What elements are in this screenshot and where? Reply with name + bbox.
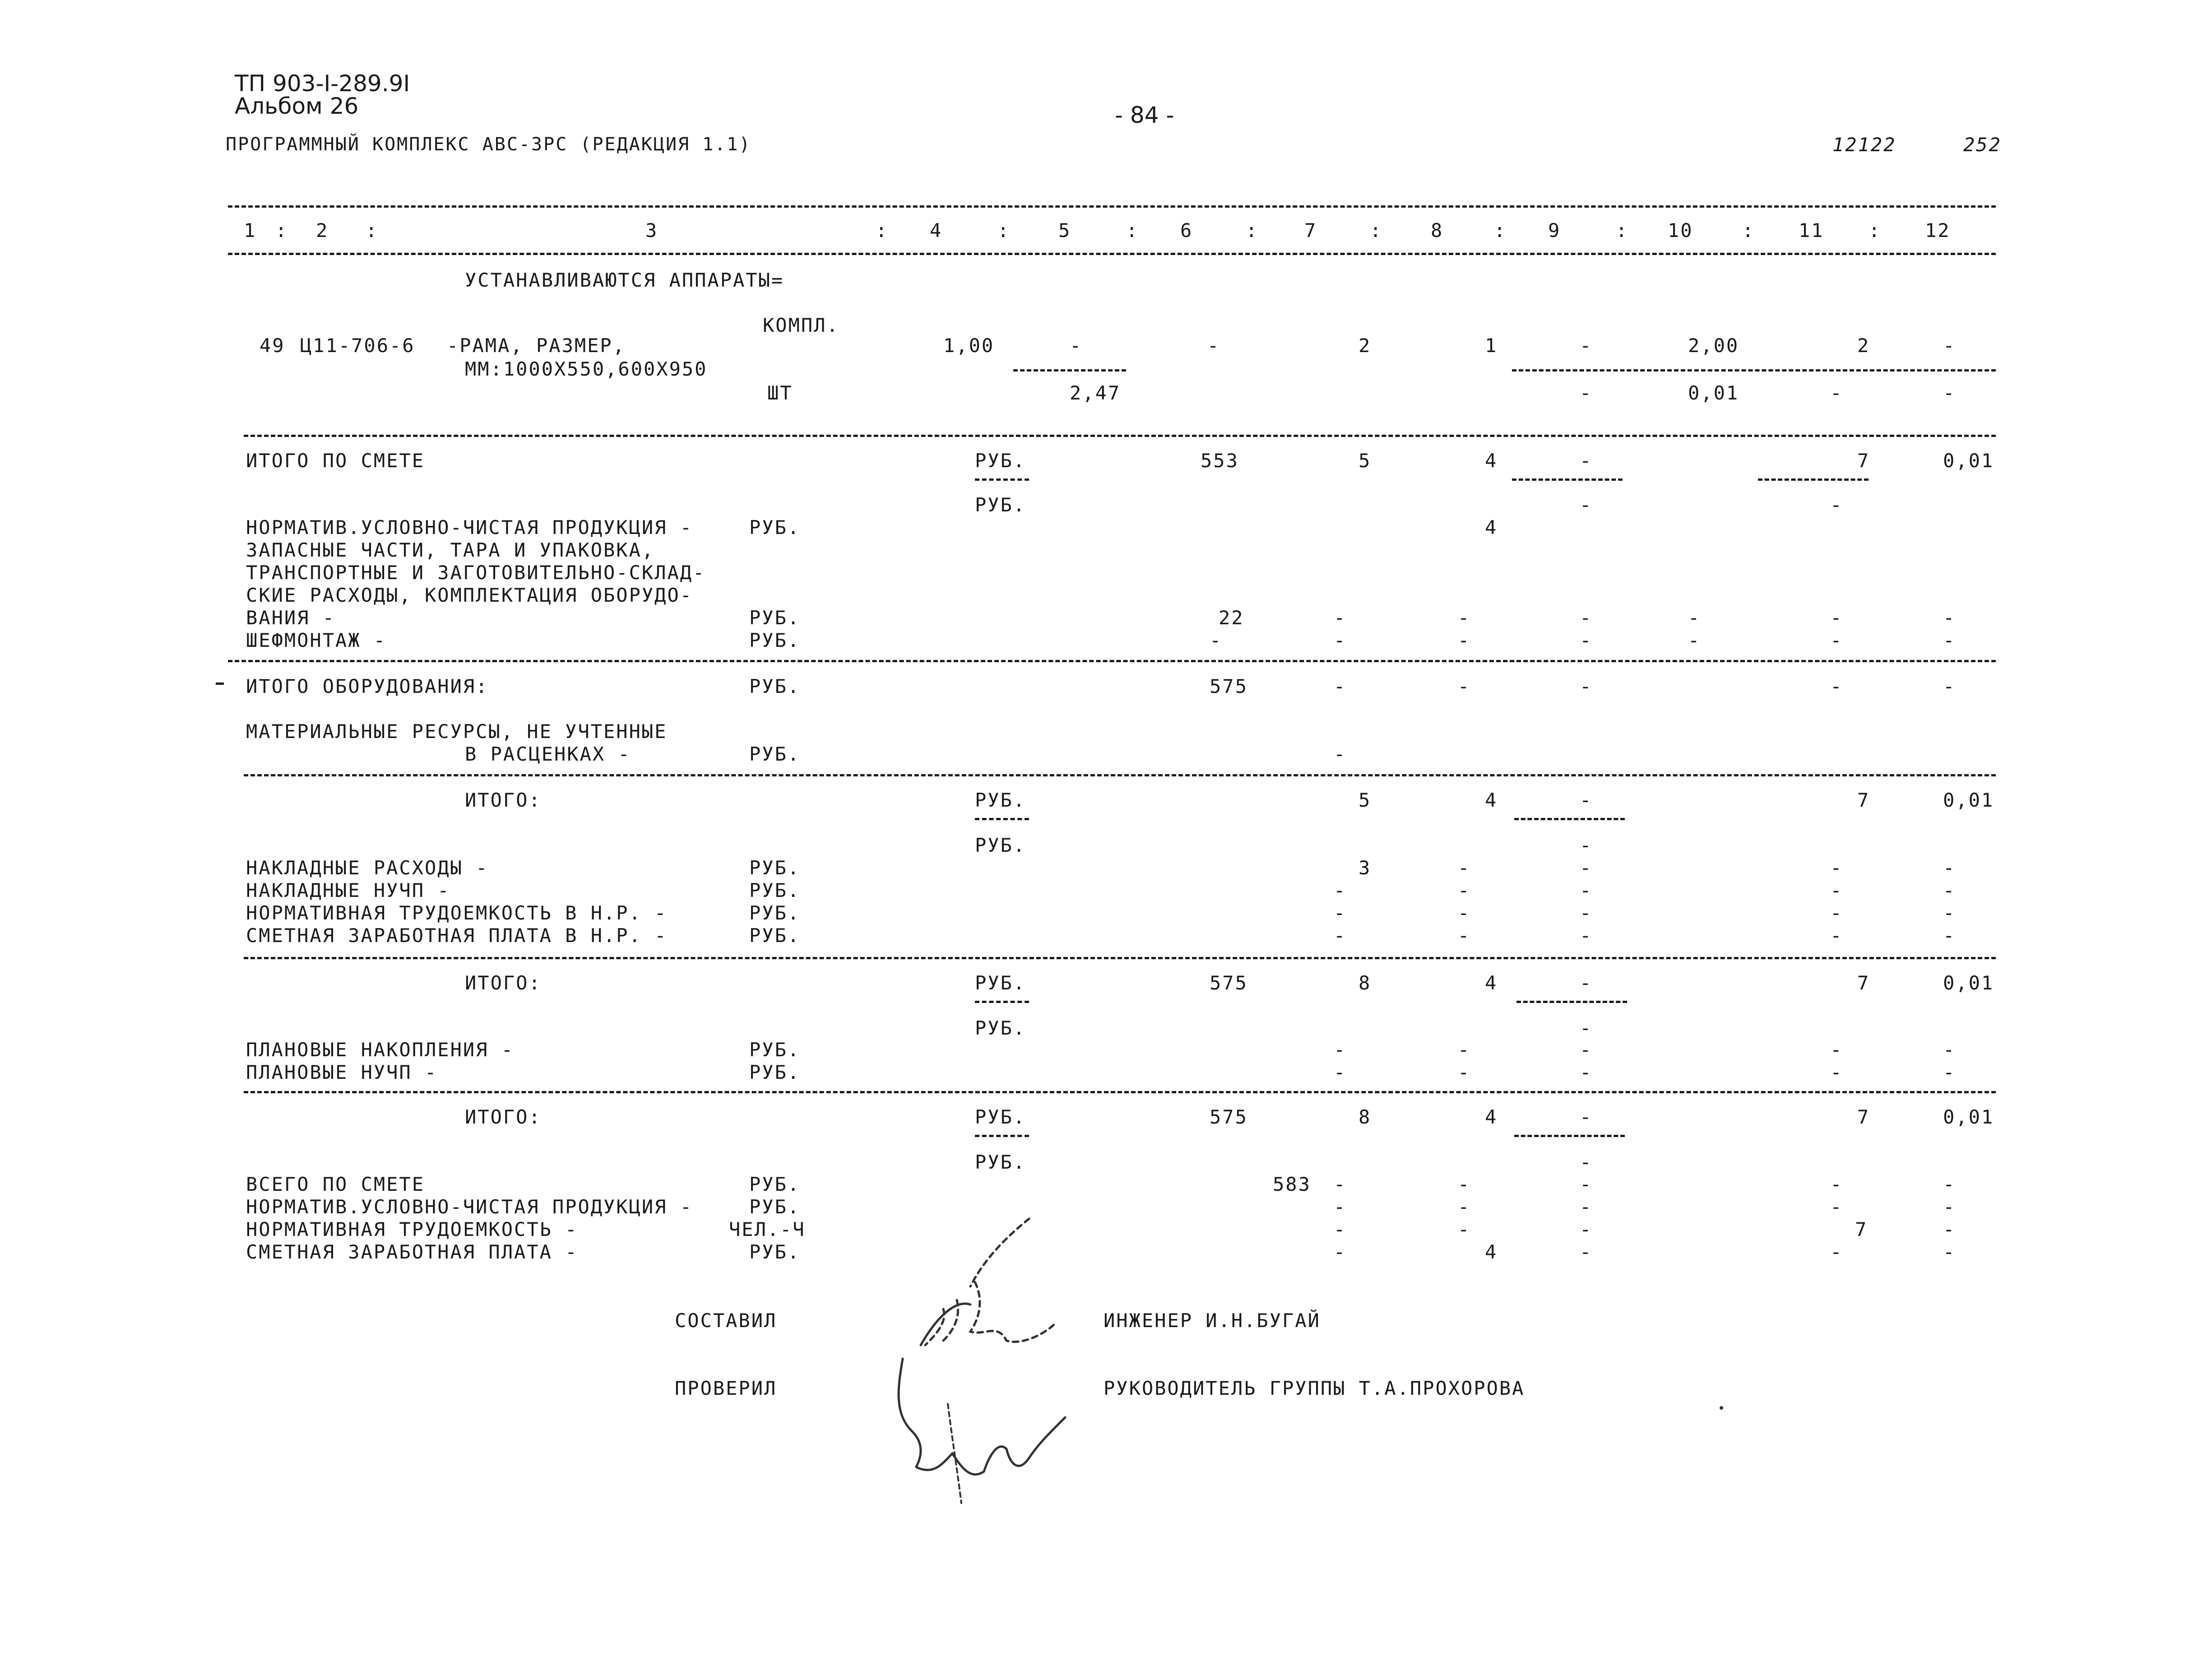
total3-unit-2: РУБ.	[975, 1151, 1026, 1173]
item-underline-5	[1013, 369, 1126, 371]
overhead-row-c9: -	[1580, 857, 1593, 879]
grand-row-label: ВСЕГО ПО СМЕТЕ	[246, 1173, 425, 1195]
rule-total-1	[244, 774, 1996, 776]
total2-unit-2: РУБ.	[975, 1017, 1026, 1039]
shefmontazh-unit: РУБ.	[749, 629, 801, 651]
total-estimate-col9-underline	[1512, 478, 1623, 481]
rule-equipment	[228, 660, 1996, 662]
overhead-row-unit: РУБ.	[749, 902, 801, 924]
total2-col8: 4	[1485, 972, 1498, 994]
overhead-row-c11: -	[1830, 902, 1843, 924]
planned-row-c12: -	[1943, 1061, 1956, 1083]
overhead-row-c12: -	[1943, 924, 1956, 947]
total1-col9: -	[1580, 789, 1593, 811]
overhead-row-c11: -	[1830, 857, 1843, 879]
column-separator: :	[1246, 219, 1259, 241]
total2-label: ИТОГО:	[465, 972, 542, 994]
grand-row-c6: 583	[1273, 1173, 1311, 1195]
rule-under-header	[228, 253, 1996, 255]
column-header-7: 7	[1304, 219, 1317, 241]
total3-col9: -	[1580, 1106, 1593, 1128]
shefmontazh-col11: -	[1830, 629, 1843, 651]
total-equipment-col11: -	[1830, 675, 1843, 697]
grand-row-unit: РУБ.	[749, 1196, 801, 1218]
item-unit-2: ШТ	[767, 382, 793, 404]
item-col12: -	[1943, 334, 1956, 357]
program-title: ПРОГРАММНЫЙ КОМПЛЕКС АВС-3РС (РЕДАКЦИЯ 1.1)	[226, 134, 751, 155]
grand-row-label: НОРМАТИВНАЯ ТРУДОЕМКОСТЬ -	[246, 1218, 578, 1240]
overhead-row-label: НОРМАТИВНАЯ ТРУДОЕМКОСТЬ В Н.Р. -	[246, 902, 668, 924]
spare-parts-col7: -	[1334, 607, 1347, 629]
overhead-row-c8: -	[1458, 857, 1471, 879]
spare-parts-col10: -	[1688, 607, 1701, 629]
overhead-row-label: НАКЛАДНЫЕ НУЧП -	[246, 879, 450, 901]
planned-row-c11: -	[1830, 1039, 1843, 1061]
column-header-10: 10	[1668, 219, 1693, 241]
total-estimate-col11: 7	[1857, 450, 1870, 472]
total1-unit-2: РУБ.	[975, 834, 1026, 856]
column-header-1: 1	[244, 219, 257, 241]
rule-total-3	[244, 1091, 1996, 1093]
grand-row-c8: -	[1458, 1218, 1471, 1240]
item-underline-9-12	[1512, 369, 1996, 371]
total-equipment-label: ИТОГО ОБОРУДОВАНИЯ:	[246, 675, 489, 697]
item-code: Ц11-706-6	[300, 334, 415, 357]
album-label: Альбом 26	[235, 93, 359, 119]
column-header-5: 5	[1058, 219, 1071, 241]
shefmontazh-label: ШЕФМОНТАЖ -	[246, 629, 387, 651]
total2-col11: 7	[1857, 972, 1870, 994]
grand-row-c9: -	[1580, 1241, 1593, 1263]
overhead-row-c9: -	[1580, 924, 1593, 947]
total1-unit-underline	[975, 818, 1029, 820]
total3-col12: 0,01	[1943, 1106, 1994, 1128]
grand-row-c12: -	[1943, 1196, 1956, 1218]
planned-row-c12: -	[1943, 1039, 1956, 1061]
total1-col8: 4	[1485, 789, 1498, 811]
grand-row-c9: -	[1580, 1218, 1593, 1240]
total-estimate-col9-sub: -	[1580, 494, 1593, 516]
spare-parts-col11: -	[1830, 607, 1843, 629]
total-estimate-col11-sub: -	[1830, 494, 1843, 516]
total-estimate-col6: 553	[1201, 450, 1239, 472]
overhead-row-c7: -	[1334, 924, 1347, 947]
shefmontazh-col9: -	[1580, 629, 1593, 651]
spare-parts-unit: РУБ.	[749, 607, 801, 629]
column-separator: :	[1616, 219, 1629, 241]
column-separator: :	[1126, 219, 1139, 241]
checker-signature	[885, 1350, 1074, 1512]
item-col5: -	[1070, 334, 1083, 357]
total3-label: ИТОГО:	[465, 1106, 542, 1128]
total-estimate-label: ИТОГО ПО СМЕТЕ	[246, 450, 425, 472]
overhead-row-c12: -	[1943, 857, 1956, 879]
compiled-by: ИНЖЕНЕР И.Н.БУГАЙ	[1104, 1309, 1321, 1332]
total3-col6: 575	[1210, 1106, 1248, 1128]
grand-row-c8: 4	[1485, 1241, 1498, 1263]
item-name-line-1: -РАМА, РАЗМЕР,	[447, 334, 626, 357]
total1-col11: 7	[1857, 789, 1870, 811]
grand-row-c8: -	[1458, 1196, 1471, 1218]
grand-row-c8: -	[1458, 1173, 1471, 1195]
item-col11-sub: -	[1830, 382, 1843, 404]
total3-col8: 4	[1485, 1106, 1498, 1128]
grand-row-c12: -	[1943, 1173, 1956, 1195]
column-separator: :	[876, 219, 889, 241]
spare-parts-col8: -	[1458, 607, 1471, 629]
item-number: 49	[260, 334, 285, 357]
spare-parts-col9: -	[1580, 607, 1593, 629]
column-header-6: 6	[1180, 219, 1193, 241]
norm-net-unit: РУБ.	[749, 516, 801, 539]
grand-row-c11: -	[1830, 1173, 1843, 1195]
column-separator: :	[275, 219, 288, 241]
spare-parts-line-1: ЗАПАСНЫЕ ЧАСТИ, ТАРА И УПАКОВКА,	[246, 539, 655, 561]
grand-row-c11: -	[1830, 1241, 1843, 1263]
total1-col7: 5	[1359, 789, 1372, 811]
total3-col11: 7	[1857, 1106, 1870, 1128]
grand-row-c11: -	[1830, 1196, 1843, 1218]
speck-dot	[1720, 1406, 1723, 1410]
total-estimate-unit: РУБ.	[975, 450, 1026, 472]
item-col11: 2	[1857, 334, 1870, 357]
column-separator: :	[1494, 219, 1507, 241]
total-estimate-col9: -	[1580, 450, 1593, 472]
total-estimate-col11-underline	[1758, 478, 1869, 481]
planned-row-c7: -	[1334, 1039, 1347, 1061]
page-number: - 84 -	[1115, 102, 1174, 128]
total2-col7: 8	[1359, 972, 1372, 994]
compiler-signature	[894, 1210, 1083, 1354]
item-col10: 2,00	[1688, 334, 1739, 357]
column-header-2: 2	[316, 219, 329, 241]
grand-row-c7: -	[1334, 1196, 1347, 1218]
total2-unit: РУБ.	[975, 972, 1026, 994]
column-separator: :	[366, 219, 379, 241]
total2-col9: -	[1580, 972, 1593, 994]
norm-net-col8: 4	[1485, 516, 1498, 539]
overhead-row-unit: РУБ.	[749, 879, 801, 901]
spare-parts-line-2: ТРАНСПОРТНЫЕ И ЗАГОТОВИТЕЛЬНО-СКЛАД-	[246, 562, 706, 584]
total-estimate-col12: 0,01	[1943, 450, 1994, 472]
item-quantity: 1,00	[943, 334, 995, 357]
planned-row-unit: РУБ.	[749, 1039, 801, 1061]
shefmontazh-col6: -	[1210, 629, 1223, 651]
item-col9-sub: -	[1580, 382, 1593, 404]
overhead-row-c7: 3	[1359, 857, 1372, 879]
overhead-row-c12: -	[1943, 879, 1956, 901]
overhead-row-c8: -	[1458, 879, 1471, 901]
total-estimate-unit-2: РУБ.	[975, 494, 1026, 516]
total1-col12: 0,01	[1943, 789, 1994, 811]
item-col5-sub: 2,47	[1070, 382, 1121, 404]
total3-unit: РУБ.	[975, 1106, 1026, 1128]
total-estimate-col7: 5	[1359, 450, 1372, 472]
grand-row-c12: -	[1943, 1241, 1956, 1263]
compiled-label: СОСТАВИЛ	[675, 1309, 777, 1332]
item-col9: -	[1580, 334, 1593, 357]
grand-row-c9: -	[1580, 1196, 1593, 1218]
rule-top	[228, 205, 1996, 208]
total2-unit-underline	[975, 1001, 1029, 1003]
overhead-row-unit: РУБ.	[749, 857, 801, 879]
grand-row-c7: -	[1334, 1241, 1347, 1263]
total-equipment-col6: 575	[1210, 675, 1248, 697]
column-header-12: 12	[1925, 219, 1951, 241]
total2-col6: 575	[1210, 972, 1248, 994]
shefmontazh-col8: -	[1458, 629, 1471, 651]
total1-label: ИТОГО:	[465, 789, 542, 811]
total-estimate-unit-underline	[975, 478, 1029, 481]
spare-parts-line-4: ВАНИЯ -	[246, 607, 336, 629]
overhead-row-c7: -	[1334, 902, 1347, 924]
overhead-row-c12: -	[1943, 902, 1956, 924]
item-unit-1: КОМПЛ.	[763, 314, 839, 336]
materials-line-1: МАТЕРИАЛЬНЫЕ РЕСУРСЫ, НЕ УЧТЕННЫЕ	[246, 720, 668, 743]
materials-line-2: В РАСЦЕНКАХ -	[465, 743, 631, 765]
total3-col9-underline	[1514, 1135, 1625, 1137]
grand-row-c7: -	[1334, 1173, 1347, 1195]
total-equipment-col7: -	[1334, 675, 1347, 697]
sheet-code: 12122	[1832, 134, 1897, 156]
checked-by: РУКОВОДИТЕЛЬ ГРУППЫ Т.А.ПРОХОРОВА	[1104, 1377, 1525, 1399]
total1-col9-sub: -	[1580, 834, 1593, 856]
overhead-row-label: СМЕТНАЯ ЗАРАБОТНАЯ ПЛАТА В Н.Р. -	[246, 924, 668, 947]
planned-row-c11: -	[1830, 1061, 1843, 1083]
rule-total-2	[244, 957, 1996, 959]
section-title: УСТАНАВЛИВАЮТСЯ АППАРАТЫ=	[465, 269, 784, 291]
total2-col9-underline	[1516, 1001, 1627, 1003]
rule-total-estimate	[244, 435, 1996, 437]
margin-tick	[216, 683, 224, 685]
planned-row-c9: -	[1580, 1039, 1593, 1061]
shefmontazh-col10: -	[1688, 629, 1701, 651]
planned-row-c8: -	[1458, 1061, 1471, 1083]
total-equipment-col8: -	[1458, 675, 1471, 697]
overhead-row-c8: -	[1458, 902, 1471, 924]
total-equipment-unit: РУБ.	[749, 675, 801, 697]
column-header-11: 11	[1799, 219, 1824, 241]
overhead-row-c9: -	[1580, 879, 1593, 901]
planned-row-label: ПЛАНОВЫЕ НАКОПЛЕНИЯ -	[246, 1039, 515, 1061]
spare-parts-line-3: СКИЕ РАСХОДЫ, КОМПЛЕКТАЦИЯ ОБОРУДО-	[246, 584, 693, 606]
item-col6: -	[1207, 334, 1220, 357]
grand-row-unit: ЧЕЛ.-Ч	[729, 1218, 806, 1240]
total2-col9-sub: -	[1580, 1017, 1593, 1039]
sheet-number: 252	[1963, 134, 2002, 156]
planned-row-label: ПЛАНОВЫЕ НУЧП -	[246, 1061, 438, 1083]
item-col12-sub: -	[1943, 382, 1956, 404]
column-header-4: 4	[930, 219, 943, 241]
overhead-row-c11: -	[1830, 924, 1843, 947]
column-separator: :	[997, 219, 1011, 241]
total3-col7: 8	[1359, 1106, 1372, 1128]
total3-col9-sub: -	[1580, 1151, 1593, 1173]
total1-col9-underline	[1514, 818, 1625, 820]
planned-row-c9: -	[1580, 1061, 1593, 1083]
planned-row-unit: РУБ.	[749, 1061, 801, 1083]
total3-unit-underline	[975, 1135, 1029, 1137]
column-separator: :	[1370, 219, 1383, 241]
grand-row-c11: 7	[1855, 1218, 1868, 1240]
grand-row-c12: -	[1943, 1218, 1956, 1240]
grand-row-unit: РУБ.	[749, 1173, 801, 1195]
total2-col12: 0,01	[1943, 972, 1994, 994]
overhead-row-c11: -	[1830, 879, 1843, 901]
total-equipment-col12: -	[1943, 675, 1956, 697]
column-separator: :	[1869, 219, 1882, 241]
grand-row-c9: -	[1580, 1173, 1593, 1195]
spare-parts-col12: -	[1943, 607, 1956, 629]
item-name-line-2: ММ:1000Х550,600Х950	[465, 358, 708, 380]
column-header-3: 3	[645, 219, 658, 241]
doc-code: ТП 903-I-289.9I	[235, 70, 410, 97]
total1-unit: РУБ.	[975, 789, 1026, 811]
column-header-8: 8	[1431, 219, 1444, 241]
shefmontazh-col7: -	[1334, 629, 1347, 651]
overhead-row-c9: -	[1580, 902, 1593, 924]
norm-net-label: НОРМАТИВ.УСЛОВНО-ЧИСТАЯ ПРОДУКЦИЯ -	[246, 516, 693, 539]
checked-label: ПРОВЕРИЛ	[675, 1377, 777, 1399]
grand-row-unit: РУБ.	[749, 1241, 801, 1263]
spare-parts-col6: 22	[1219, 607, 1244, 629]
grand-row-label: СМЕТНАЯ ЗАРАБОТНАЯ ПЛАТА -	[246, 1241, 578, 1263]
materials-col7: -	[1334, 743, 1347, 765]
planned-row-c8: -	[1458, 1039, 1471, 1061]
overhead-row-c8: -	[1458, 924, 1471, 947]
shefmontazh-col12: -	[1943, 629, 1956, 651]
column-header-9: 9	[1548, 219, 1561, 241]
overhead-row-label: НАКЛАДНЫЕ РАСХОДЫ -	[246, 857, 489, 879]
total-estimate-col8: 4	[1485, 450, 1498, 472]
overhead-row-c7: -	[1334, 879, 1347, 901]
column-separator: :	[1742, 219, 1755, 241]
grand-row-c7: -	[1334, 1218, 1347, 1240]
total-equipment-col9: -	[1580, 675, 1593, 697]
item-col7: 2	[1359, 334, 1372, 357]
grand-row-label: НОРМАТИВ.УСЛОВНО-ЧИСТАЯ ПРОДУКЦИЯ -	[246, 1196, 693, 1218]
item-col10-sub: 0,01	[1688, 382, 1739, 404]
item-col8: 1	[1485, 334, 1498, 357]
overhead-row-unit: РУБ.	[749, 924, 801, 947]
planned-row-c7: -	[1334, 1061, 1347, 1083]
materials-unit: РУБ.	[749, 743, 801, 765]
